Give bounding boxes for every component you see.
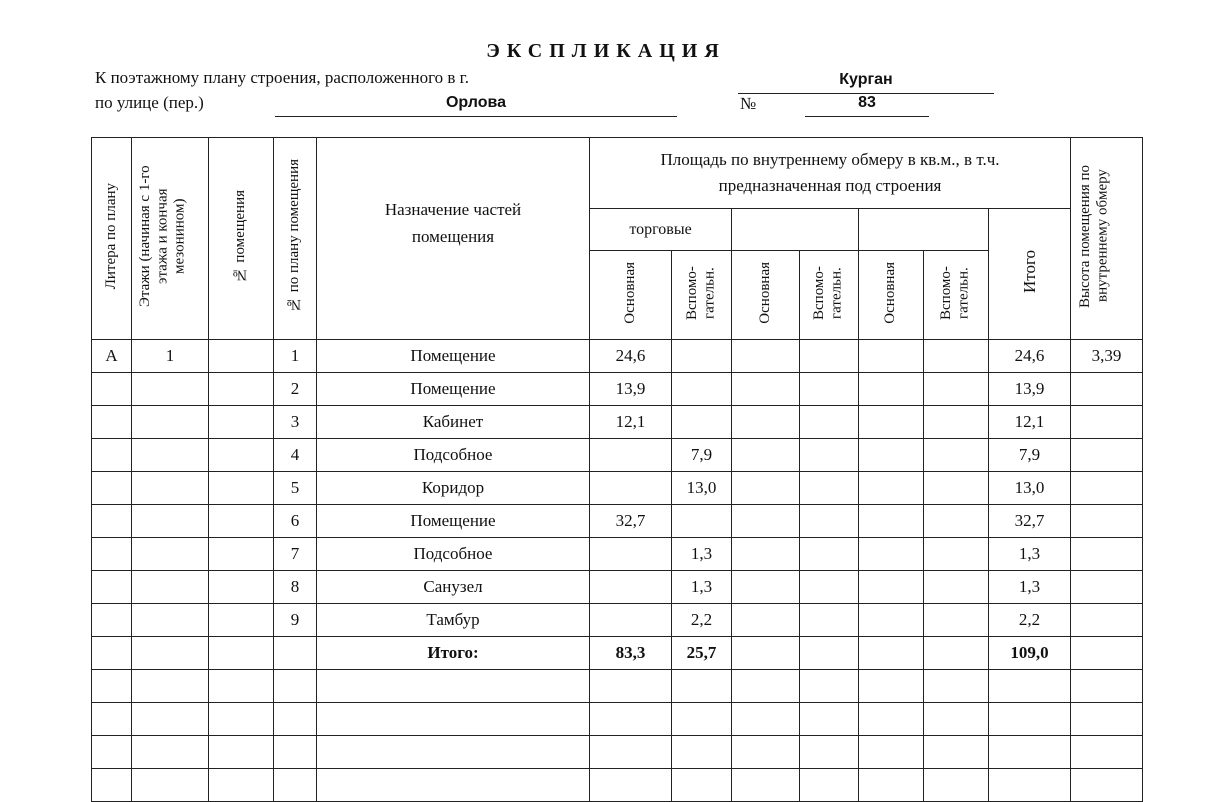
empty-cell — [924, 769, 989, 802]
cell-main-area-2 — [732, 439, 800, 472]
cell-name: Коридор — [317, 472, 590, 505]
location-label: К поэтажному плану строения, расположенного в г. — [95, 68, 469, 87]
header-aux-1: Вспомо-гательн. — [672, 251, 732, 340]
cell-main-area-2 — [732, 538, 800, 571]
table-row — [92, 472, 1143, 505]
empty-cell — [1071, 670, 1143, 703]
cell-totals-label: Итого: — [317, 637, 590, 670]
cell-plan-no: 9 — [274, 604, 317, 637]
cell-total-area: 2,2 — [989, 604, 1071, 637]
cell-room-no — [209, 637, 274, 670]
empty-cell — [924, 703, 989, 736]
cell-aux-area — [672, 406, 732, 439]
document-title: ЭКСПЛИКАЦИЯ — [486, 40, 726, 62]
table-row — [92, 571, 1143, 604]
empty-cell — [800, 703, 859, 736]
empty-cell — [924, 736, 989, 769]
cell-floor: 1 — [132, 340, 209, 373]
header-trade: торговые — [590, 209, 732, 251]
empty-cell — [732, 670, 800, 703]
empty-row — [92, 736, 1143, 769]
header-aux-2: Вспомо-гательн. — [800, 251, 859, 340]
cell-aux-area-2 — [800, 604, 859, 637]
cell-main-area — [590, 439, 672, 472]
cell-room-no — [209, 604, 274, 637]
cell-room-no — [209, 340, 274, 373]
empty-cell — [274, 736, 317, 769]
table-row — [92, 406, 1143, 439]
empty-cell — [1071, 769, 1143, 802]
empty-cell — [590, 670, 672, 703]
cell-name: Помещение — [317, 505, 590, 538]
cell-aux-area-3 — [924, 439, 989, 472]
empty-cell — [800, 769, 859, 802]
empty-cell — [92, 703, 132, 736]
table-row — [92, 373, 1143, 406]
cell-main-area-3 — [859, 604, 924, 637]
empty-cell — [274, 670, 317, 703]
cell-room-no — [209, 571, 274, 604]
street-underline — [275, 116, 677, 117]
empty-cell — [924, 670, 989, 703]
empty-cell — [672, 736, 732, 769]
header-total: Итого — [989, 209, 1071, 340]
cell-main-area-3 — [859, 406, 924, 439]
cell-litera — [92, 505, 132, 538]
header-plan-no: № по плану помещения — [274, 138, 317, 340]
cell-plan-no: 2 — [274, 373, 317, 406]
cell-aux-area-3 — [924, 604, 989, 637]
empty-cell — [672, 769, 732, 802]
empty-cell — [317, 703, 590, 736]
cell-main-area: 13,9 — [590, 373, 672, 406]
cell-totals-main: 83,3 — [590, 637, 672, 670]
cell-main-area-3 — [859, 340, 924, 373]
cell-room-no — [209, 505, 274, 538]
table-row — [92, 538, 1143, 571]
table-row — [92, 340, 1143, 373]
cell-litera — [92, 373, 132, 406]
empty-cell — [274, 769, 317, 802]
cell-litera — [92, 472, 132, 505]
city-value: Курган — [839, 71, 893, 88]
header-height: Высота помещения по внутреннему обмеру — [1071, 138, 1143, 340]
cell-litera — [92, 439, 132, 472]
number-label: № — [740, 94, 757, 113]
cell-room-no — [209, 406, 274, 439]
header-litera: Литера по плану — [92, 138, 132, 340]
empty-cell — [732, 703, 800, 736]
empty-row — [92, 703, 1143, 736]
cell-main-area-2 — [732, 571, 800, 604]
header-main-1: Основная — [590, 251, 672, 340]
cell-height — [1071, 439, 1143, 472]
header-area-group: Площадь по внутреннему обмеру в кв.м., в т.ч. предназначенная под строения — [590, 138, 1071, 209]
empty-cell — [209, 736, 274, 769]
cell-plan-no: 1 — [274, 340, 317, 373]
cell-plan-no: 6 — [274, 505, 317, 538]
cell-totals-total: 109,0 — [989, 637, 1071, 670]
cell-height — [1071, 406, 1143, 439]
cell-aux-area-2 — [800, 538, 859, 571]
header-group2 — [732, 209, 859, 251]
cell-room-no — [209, 538, 274, 571]
cell-main-area-2 — [732, 604, 800, 637]
empty-cell — [800, 736, 859, 769]
cell-height — [1071, 505, 1143, 538]
header-main-3: Основная — [859, 251, 924, 340]
header-floors: Этажи (начиная с 1-го этажа и кончая мезонином) — [132, 138, 209, 340]
empty-cell — [317, 670, 590, 703]
cell-total-area: 32,7 — [989, 505, 1071, 538]
cell-main-area-2 — [732, 406, 800, 439]
empty-cell — [859, 703, 924, 736]
cell-total-area: 7,9 — [989, 439, 1071, 472]
cell-total-area: 13,0 — [989, 472, 1071, 505]
cell-name: Помещение — [317, 340, 590, 373]
cell-aux-area: 1,3 — [672, 571, 732, 604]
cell-litera — [92, 538, 132, 571]
cell-plan-no: 4 — [274, 439, 317, 472]
cell-aux-area-3 — [924, 406, 989, 439]
cell-aux-area-3 — [924, 505, 989, 538]
cell-floor — [132, 406, 209, 439]
empty-cell — [209, 670, 274, 703]
cell-floor — [132, 505, 209, 538]
cell-main-area-3 — [859, 505, 924, 538]
cell-name: Помещение — [317, 373, 590, 406]
empty-cell — [672, 670, 732, 703]
cell-aux-area-3 — [924, 340, 989, 373]
header-group3 — [859, 209, 989, 251]
empty-cell — [590, 736, 672, 769]
empty-cell — [209, 769, 274, 802]
cell-total-area: 12,1 — [989, 406, 1071, 439]
cell-aux-area-2 — [800, 340, 859, 373]
cell-aux-area: 2,2 — [672, 604, 732, 637]
empty-cell — [1071, 736, 1143, 769]
cell-main-area-3 — [859, 538, 924, 571]
cell-aux-area-2 — [800, 373, 859, 406]
cell-aux-area-2 — [800, 406, 859, 439]
cell-plan-no: 3 — [274, 406, 317, 439]
empty-cell — [732, 736, 800, 769]
cell-height — [1071, 472, 1143, 505]
cell-total-area: 13,9 — [989, 373, 1071, 406]
cell-aux-area-2 — [800, 637, 859, 670]
cell-name: Санузел — [317, 571, 590, 604]
cell-floor — [132, 538, 209, 571]
cell-aux-area-2 — [800, 439, 859, 472]
cell-aux-area: 1,3 — [672, 538, 732, 571]
cell-height: 3,39 — [1071, 340, 1143, 373]
number-underline — [805, 116, 929, 117]
empty-cell — [132, 670, 209, 703]
cell-name: Подсобное — [317, 439, 590, 472]
cell-floor — [132, 373, 209, 406]
cell-plan-no: 5 — [274, 472, 317, 505]
empty-cell — [859, 736, 924, 769]
cell-total-area: 1,3 — [989, 538, 1071, 571]
empty-cell — [317, 736, 590, 769]
cell-name: Подсобное — [317, 538, 590, 571]
cell-aux-area — [672, 505, 732, 538]
cell-litera — [92, 571, 132, 604]
cell-floor — [132, 604, 209, 637]
empty-cell — [989, 703, 1071, 736]
table-row — [92, 439, 1143, 472]
cell-litera — [92, 406, 132, 439]
cell-main-area: 24,6 — [590, 340, 672, 373]
empty-cell — [317, 769, 590, 802]
empty-cell — [209, 703, 274, 736]
cell-litera: А — [92, 340, 132, 373]
empty-cell — [800, 670, 859, 703]
table-row — [92, 505, 1143, 538]
cell-main-area-3 — [859, 373, 924, 406]
cell-aux-area — [672, 340, 732, 373]
cell-aux-area: 7,9 — [672, 439, 732, 472]
header-room-no: № помещения — [209, 138, 274, 340]
cell-main-area-2 — [732, 340, 800, 373]
cell-name: Кабинет — [317, 406, 590, 439]
cell-height — [1071, 604, 1143, 637]
cell-main-area: 12,1 — [590, 406, 672, 439]
cell-aux-area: 13,0 — [672, 472, 732, 505]
empty-cell — [989, 670, 1071, 703]
explication-table — [91, 137, 1143, 802]
street-value: Орлова — [445, 94, 507, 111]
empty-cell — [989, 736, 1071, 769]
cell-aux-area-3 — [924, 472, 989, 505]
cell-aux-area-3 — [924, 538, 989, 571]
empty-cell — [92, 670, 132, 703]
cell-main-area-3 — [859, 571, 924, 604]
cell-litera — [92, 604, 132, 637]
cell-name: Тамбур — [317, 604, 590, 637]
cell-main-area — [590, 538, 672, 571]
empty-row — [92, 670, 1143, 703]
totals-row — [92, 637, 1143, 670]
cell-room-no — [209, 439, 274, 472]
empty-cell — [590, 769, 672, 802]
cell-floor — [132, 637, 209, 670]
empty-cell — [92, 736, 132, 769]
empty-cell — [132, 769, 209, 802]
cell-totals-aux: 25,7 — [672, 637, 732, 670]
cell-aux-area-2 — [800, 571, 859, 604]
empty-cell — [274, 703, 317, 736]
header-aux-3: Вспомо-гательн. — [924, 251, 989, 340]
cell-main-area: 32,7 — [590, 505, 672, 538]
cell-aux-area-2 — [800, 505, 859, 538]
cell-height — [1071, 637, 1143, 670]
cell-floor — [132, 571, 209, 604]
cell-main-area-2 — [732, 637, 800, 670]
number-value: 83 — [858, 94, 876, 111]
empty-cell — [590, 703, 672, 736]
cell-room-no — [209, 373, 274, 406]
empty-row — [92, 769, 1143, 802]
street-label: по улице (пер.) — [95, 93, 204, 112]
cell-aux-area-3 — [924, 571, 989, 604]
cell-floor — [132, 439, 209, 472]
cell-main-area — [590, 604, 672, 637]
cell-floor — [132, 472, 209, 505]
header-main-2: Основная — [732, 251, 800, 340]
cell-total-area: 24,6 — [989, 340, 1071, 373]
cell-main-area-3 — [859, 472, 924, 505]
cell-plan-no: 8 — [274, 571, 317, 604]
empty-cell — [1071, 703, 1143, 736]
empty-cell — [92, 769, 132, 802]
cell-aux-area-3 — [924, 373, 989, 406]
empty-cell — [732, 769, 800, 802]
cell-total-area: 1,3 — [989, 571, 1071, 604]
cell-main-area-3 — [859, 439, 924, 472]
cell-plan-no: 7 — [274, 538, 317, 571]
cell-main-area-2 — [732, 373, 800, 406]
empty-cell — [859, 670, 924, 703]
empty-cell — [859, 769, 924, 802]
cell-height — [1071, 373, 1143, 406]
cell-main-area-2 — [732, 505, 800, 538]
empty-cell — [132, 736, 209, 769]
cell-main-area — [590, 571, 672, 604]
empty-cell — [672, 703, 732, 736]
cell-room-no — [209, 472, 274, 505]
cell-main-area — [590, 472, 672, 505]
cell-height — [1071, 538, 1143, 571]
cell-aux-area-3 — [924, 637, 989, 670]
header-purpose: Назначение частей помещения — [317, 138, 590, 340]
cell-main-area-3 — [859, 637, 924, 670]
empty-cell — [989, 769, 1071, 802]
cell-aux-area — [672, 373, 732, 406]
cell-aux-area-2 — [800, 472, 859, 505]
table-row — [92, 604, 1143, 637]
cell-main-area-2 — [732, 472, 800, 505]
cell-litera — [92, 637, 132, 670]
cell-height — [1071, 571, 1143, 604]
empty-cell — [132, 703, 209, 736]
cell-plan-no — [274, 637, 317, 670]
